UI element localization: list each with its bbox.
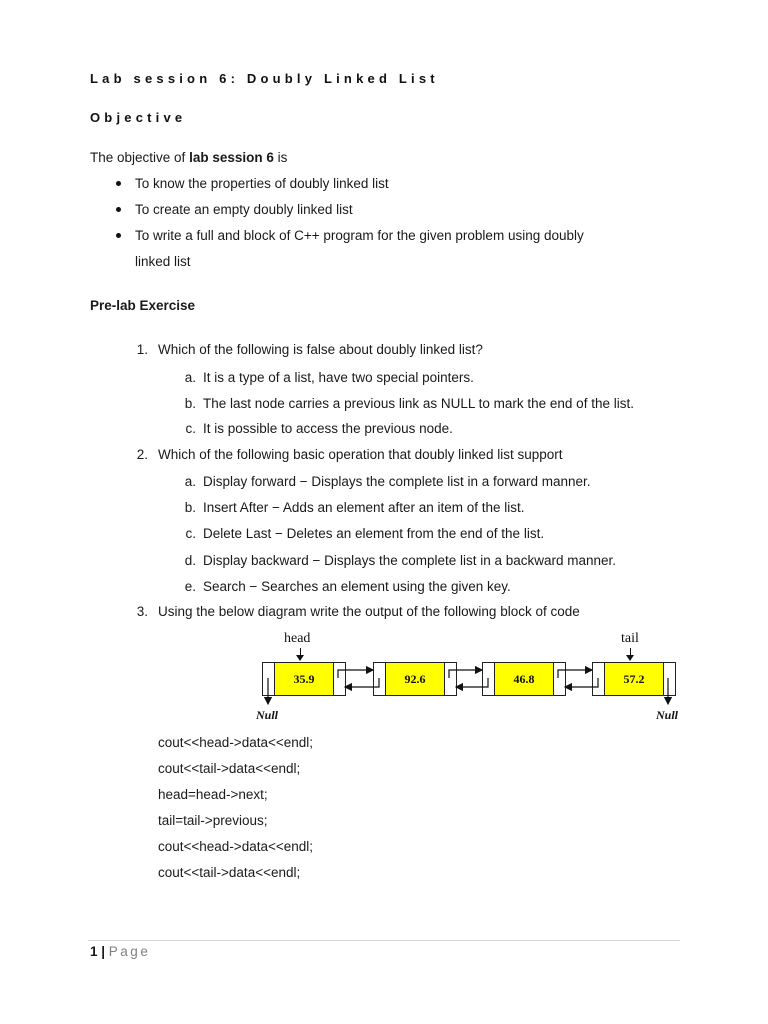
question-text: Which of the following is false about doubly linked list? <box>158 342 483 357</box>
footer-divider <box>88 940 680 941</box>
option-text: The last node carries a previous link as NULL to mark the end of the list. <box>203 396 634 411</box>
null-label-left: Null <box>256 708 279 722</box>
question-number: 2. <box>136 447 148 462</box>
objective-item-continuation: linked list <box>135 254 191 269</box>
node-value: 92.6 <box>386 663 444 695</box>
question-number: 1. <box>136 342 148 357</box>
objective-intro-bold: lab session 6 <box>189 150 274 165</box>
code-line: cout<<head->data<<endl; <box>158 735 314 750</box>
bullet-icon <box>116 181 121 186</box>
objective-item: To create an empty doubly linked list <box>135 202 353 217</box>
link-arrows <box>248 628 688 728</box>
document-title: Lab session 6: Doubly Linked List <box>90 71 439 86</box>
option-text: Delete Last − Deletes an element from the end of the list. <box>203 526 545 541</box>
objective-item: To know the properties of doubly linked list <box>135 176 389 191</box>
option-label: a. <box>184 474 196 489</box>
option-label: c. <box>185 526 196 541</box>
question-number: 3. <box>136 604 148 619</box>
option-label: c. <box>185 421 196 436</box>
option-text: Display backward − Displays the complete list in a backward manner. <box>203 553 617 568</box>
objective-heading: Objective <box>90 110 187 125</box>
code-line: head=head->next; <box>158 787 268 802</box>
node-value: 57.2 <box>605 663 663 695</box>
code-line: cout<<tail->data<<endl; <box>158 865 301 880</box>
code-line: tail=tail->previous; <box>158 813 268 828</box>
node-value: 46.8 <box>495 663 553 695</box>
objective-intro-after: is <box>273 150 288 165</box>
page-footer <box>90 944 150 959</box>
code-line: cout<<tail->data<<endl; <box>158 761 301 776</box>
bullet-icon <box>116 233 121 238</box>
option-label: a. <box>184 370 196 385</box>
tail-label: tail <box>621 631 639 646</box>
option-text: Search − Searches an element using the given key. <box>203 579 511 594</box>
objective-intro-before: The objective of <box>90 150 190 165</box>
question-text: Using the below diagram write the output of the following block of code <box>158 604 580 619</box>
bullet-icon <box>116 207 121 212</box>
page-number: 1 <box>90 944 98 959</box>
option-label: b. <box>184 500 196 515</box>
option-text: It is possible to access the previous node. <box>203 421 453 436</box>
option-label: b. <box>184 396 196 411</box>
option-label: e. <box>184 579 196 594</box>
linked-list-diagram <box>248 628 688 728</box>
code-line: cout<<head->data<<endl; <box>158 839 314 854</box>
option-text: It is a type of a list, have two special pointers. <box>203 370 474 385</box>
question-text: Which of the following basic operation that doubly linked list support <box>158 447 563 462</box>
objective-intro <box>90 150 287 165</box>
head-label: head <box>284 631 311 646</box>
node-value: 35.9 <box>275 663 333 695</box>
option-label: d. <box>184 553 196 568</box>
page-separator: | <box>97 944 109 959</box>
option-text: Display forward − Displays the complete list in a forward manner. <box>203 474 591 489</box>
page-word: Page <box>108 944 151 959</box>
null-label-right: Null <box>656 708 679 722</box>
objective-item: To write a full and block of C++ program for the given problem using doubly <box>135 228 584 243</box>
option-text: Insert After − Adds an element after an item of the list. <box>203 500 525 515</box>
prelab-heading: Pre-lab Exercise <box>90 298 196 313</box>
